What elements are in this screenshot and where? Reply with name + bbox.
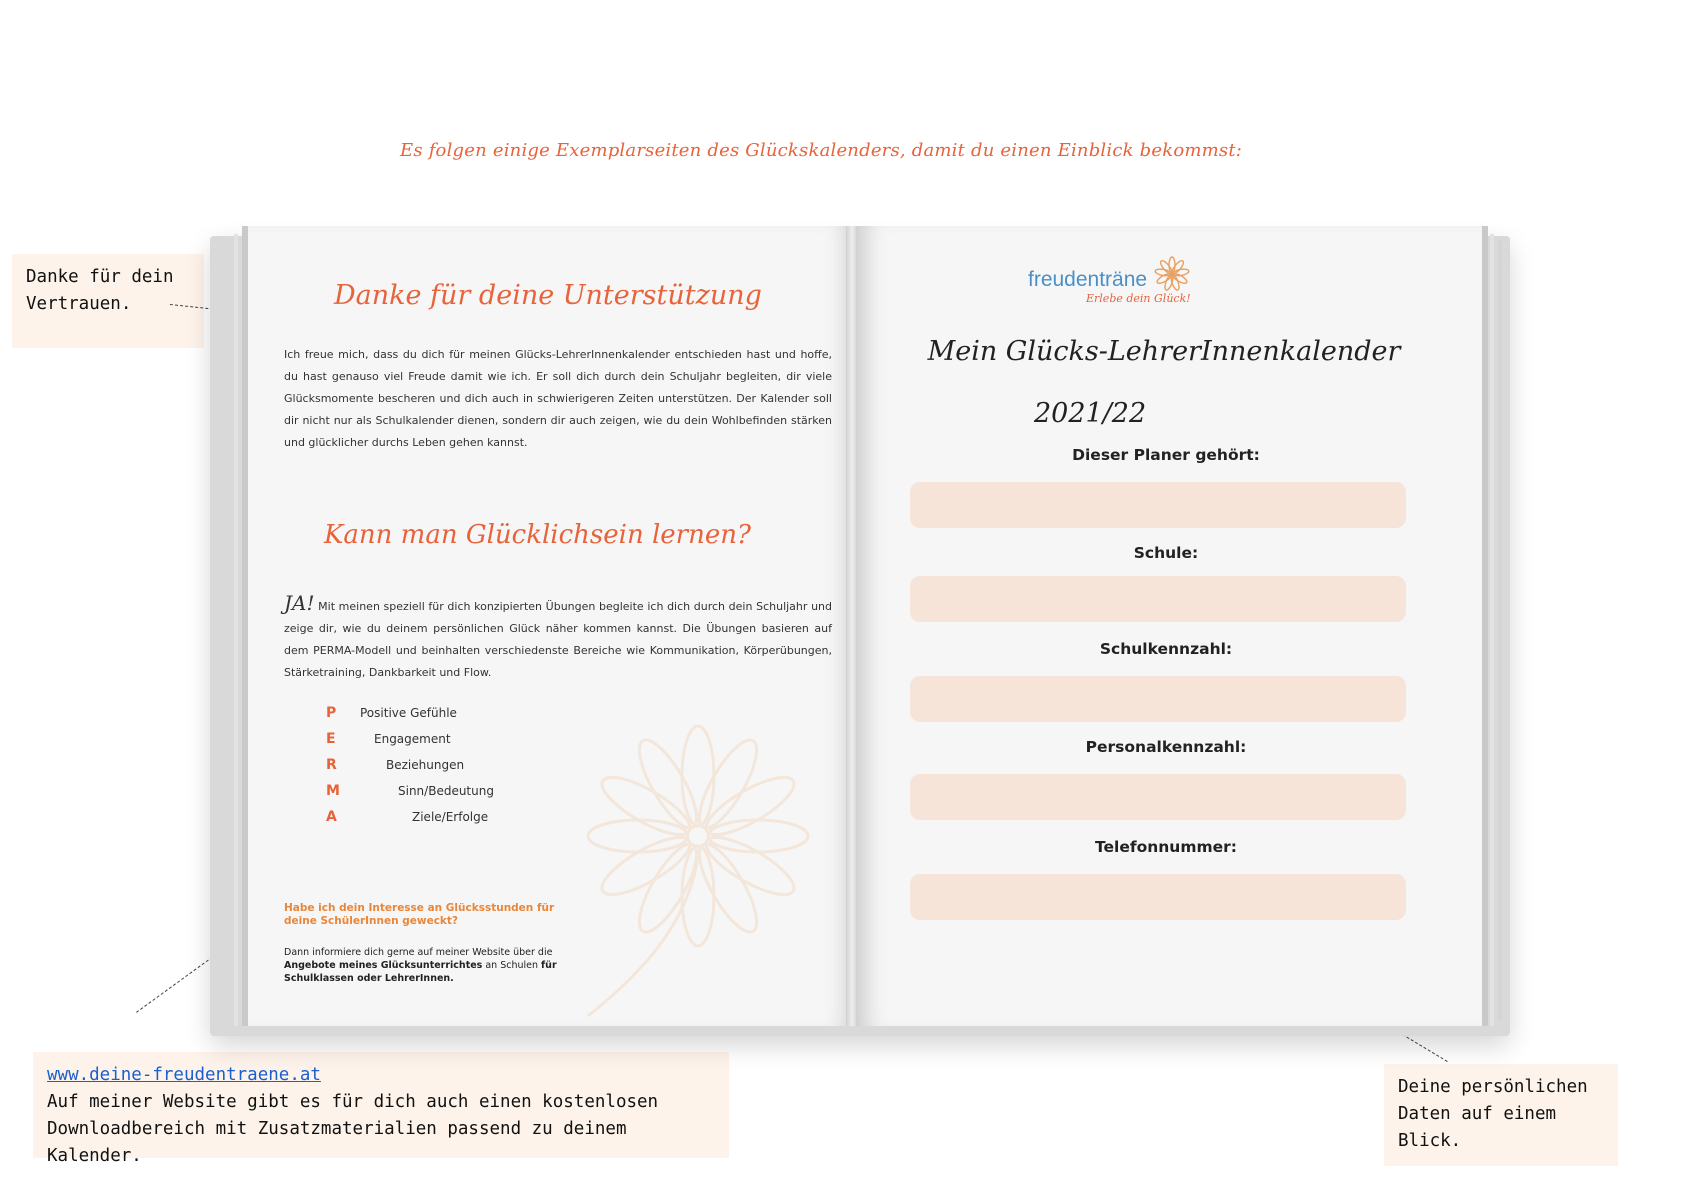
flower-logo-icon — [1152, 256, 1192, 292]
perma-item — [326, 752, 494, 778]
perma-letter: P — [326, 705, 337, 721]
perma-item — [326, 804, 494, 830]
brand-tagline: Erlebe dein Glück! — [1086, 292, 1191, 305]
perma-item — [326, 726, 494, 752]
field-box-school[interactable] — [910, 576, 1406, 622]
callout-bold-part: für Schulklassen oder LehrerInnen. — [284, 960, 557, 984]
perma-item — [326, 700, 494, 726]
field-label-phone: Telefonnummer: — [1094, 838, 1237, 856]
intro-text: Es folgen einige Exemplarseiten des Glückskalenders, damit du einen Einblick bekommst: — [400, 140, 1243, 161]
note-thanks-text: Danke für dein Vertrauen. — [26, 267, 174, 314]
book — [210, 226, 1510, 1038]
left-page — [242, 226, 856, 1026]
paragraph-intro: Ich freue mich, dass du dich für meinen Glücks-LehrerInnenkalender entschieden hast und hoffe, du hast genauso viel Freude damit wie ich. Er soll dich durch dein Schuljahr begleiten, dir viele Glücksmomente bescheren und dich auch in schwierigeren Zeiten unterstützen. Der Kalender soll dir nicht nur als Schulkalender dienen, sondern dir auch zeigen, wie du dein Wohlbefinden stärken und glücklicher durchs Leben gehen kannst. — [284, 348, 832, 449]
callout-bold-part: Angebote meines Glücksunterrichtes — [284, 960, 483, 971]
heading-lernen: Kann man Glücklichsein lernen? — [324, 520, 751, 550]
field-label-school: Schule: — [1133, 544, 1199, 562]
perma-letter: A — [326, 809, 337, 825]
right-page — [856, 226, 1488, 1026]
field-box-personnel-code[interactable] — [910, 774, 1406, 820]
note-website-text: Auf meiner Website gibt es für dich auch einen kostenlosen Downloadbereich mit Zusatzmaterialien passend zu deinem Kalender. — [47, 1092, 659, 1166]
perma-letter: M — [326, 783, 340, 799]
callout-text-part: an Schulen — [482, 960, 542, 971]
perma-letter: R — [326, 757, 337, 773]
perma-word: Beziehungen — [386, 758, 465, 772]
ja-exclamation: JA! — [284, 591, 315, 615]
field-label-owner: Dieser Planer gehört: — [1072, 446, 1260, 464]
note-website — [33, 1052, 729, 1166]
page-edge-right — [1490, 234, 1494, 1026]
brand-name: freudenträne — [1028, 268, 1148, 291]
callout-text-part: Dann informiere dich gerne auf meiner Website über die — [284, 947, 553, 958]
page-edge-left — [234, 234, 238, 1026]
paragraph-perma — [284, 592, 832, 684]
field-box-phone[interactable] — [910, 874, 1406, 920]
callout-text — [284, 946, 574, 985]
note-personal — [1384, 1064, 1618, 1166]
field-label-personnel-code: Personalkennzahl: — [1085, 738, 1247, 756]
brand-logo — [1028, 256, 1192, 305]
callout-box — [284, 902, 574, 985]
heading-danke: Danke für deine Unterstützung — [334, 280, 762, 311]
paragraph-perma-text: Mit meinen speziell für dich konzipierten Übungen begleite ich dich durch dein Schuljahr und zeige dir, wie du deinem persönlichen Glück näher kommen kannst. Die Übungen basieren auf dem PERMA-Modell und beinhalten verschiedenste Bereiche wie Kommunikation, Körperübungen, Stärketraining, Dankbarkeit und Flow. — [284, 600, 832, 679]
calendar-year: 2021/22 — [1034, 398, 1147, 429]
perma-word: Ziele/Erfolge — [412, 810, 489, 824]
perma-word: Positive Gefühle — [360, 706, 457, 720]
field-box-school-code[interactable] — [910, 676, 1406, 722]
note-thanks — [12, 254, 204, 348]
perma-word: Engagement — [374, 732, 451, 746]
page-edge-right-2 — [1498, 240, 1502, 1020]
note-personal-text: Deine persönlichen Daten auf einem Blick. — [1398, 1077, 1588, 1151]
field-label-school-code: Schulkennzahl: — [1099, 640, 1233, 658]
perma-item — [326, 778, 494, 804]
calendar-title: Mein Glücks-LehrerInnenkalender — [927, 336, 1401, 367]
perma-word: Sinn/Bedeutung — [398, 784, 494, 798]
field-box-owner[interactable] — [910, 482, 1406, 528]
perma-letter: E — [326, 731, 336, 747]
perma-list — [326, 700, 494, 830]
website-link[interactable]: www.deine-freudentraene.at — [47, 1065, 321, 1085]
callout-title: Habe ich dein Interesse an Glücksstunden für deine SchülerInnen geweckt? — [284, 902, 555, 927]
flower-watermark-icon — [558, 706, 856, 1026]
